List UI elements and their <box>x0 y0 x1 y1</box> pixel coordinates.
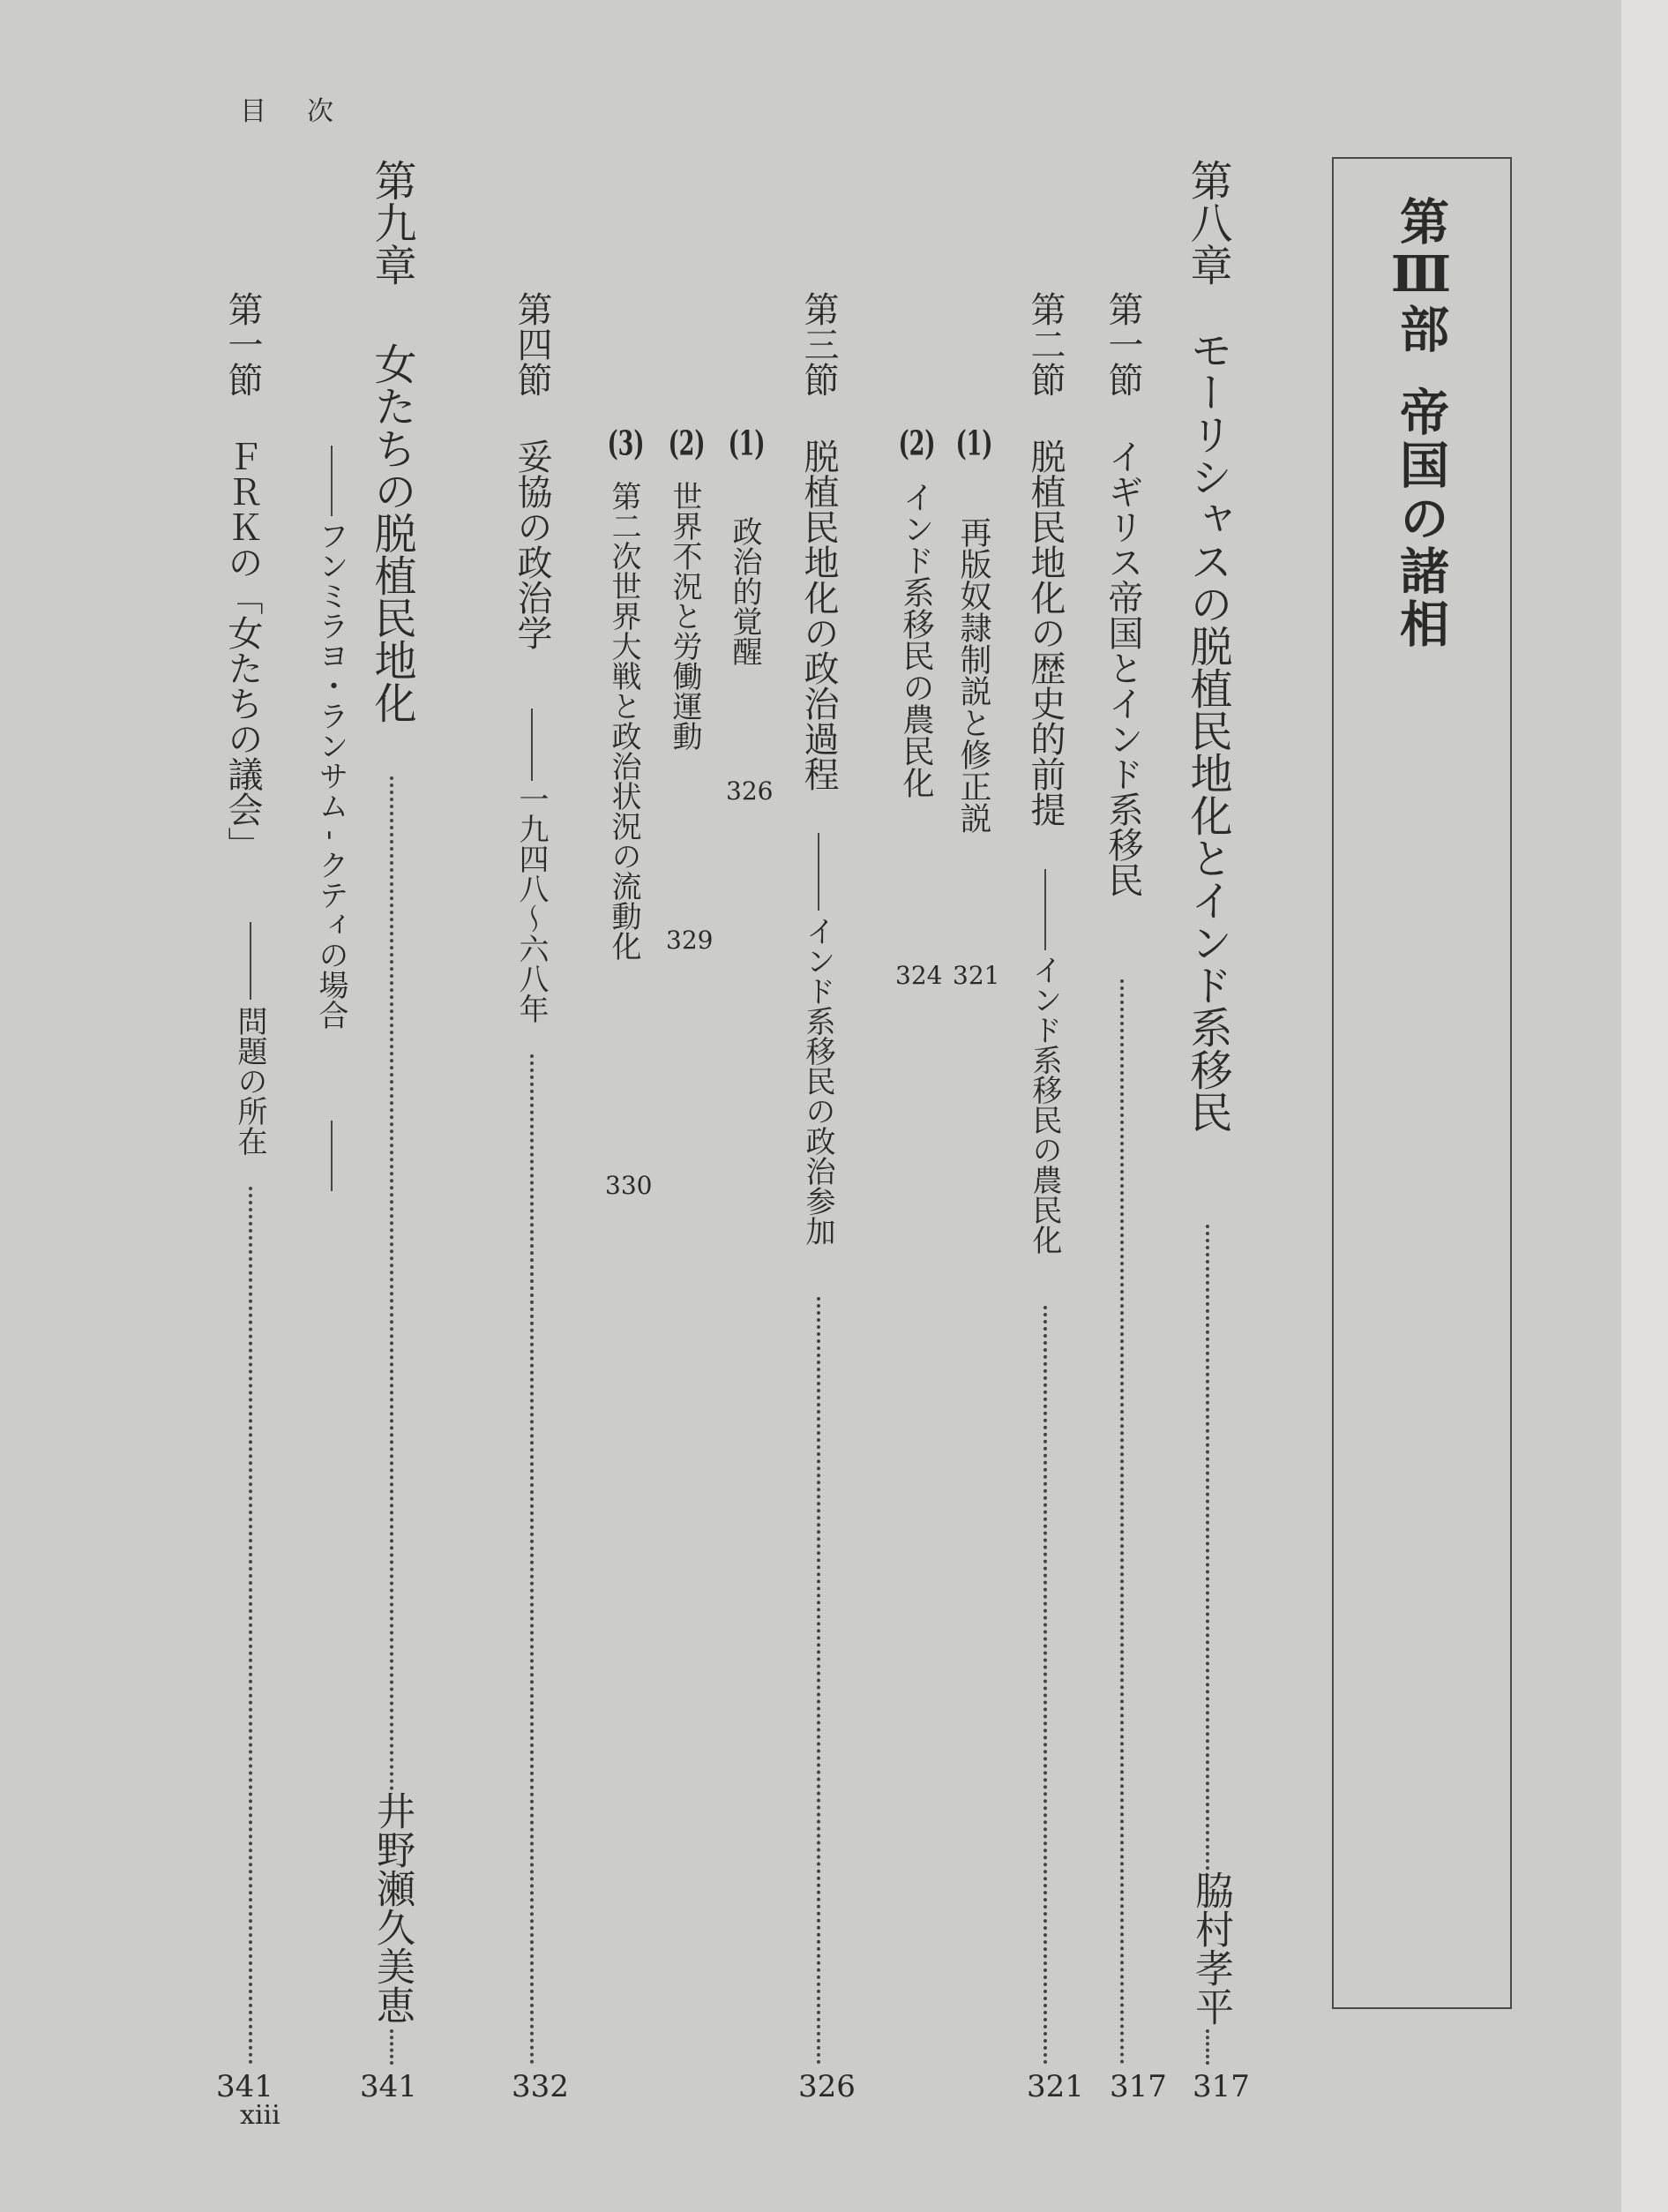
chapter-9-section-1-dash <box>250 922 251 1000</box>
chapter-9-section-1-leader <box>249 1187 252 2065</box>
item-2-1-page: 321 <box>953 961 1000 990</box>
item-3-1-title: 政治的覚醒 <box>727 516 762 666</box>
chapter-8-page: 317 <box>1193 2069 1250 2104</box>
section-4-label: 第四節 <box>512 291 552 397</box>
item-2-1-title: 再版奴隷制説と修正説 <box>955 516 991 834</box>
running-header: 目 次 <box>240 96 340 127</box>
chapter-9-section-1-title: ＦＲＫの「女たちの議会」 <box>222 439 263 862</box>
chapter-9-leader <box>390 776 393 1791</box>
section-2-subtitle: インド系移民の農民化 <box>1027 955 1062 1255</box>
item-2-2-number: (2) <box>898 426 936 460</box>
chapter-8-author-leader <box>1206 2029 1209 2065</box>
chapter-8-title: モーリシャスの脱植民地化とインド系移民 <box>1183 328 1232 1133</box>
item-3-3-number: (3) <box>607 426 645 460</box>
section-3-title: 脱植民地化の政治過程 <box>798 439 839 791</box>
item-3-1-page: 326 <box>726 776 774 806</box>
item-3-3-title: 第二次世界大戦と政治状況の流動化 <box>606 481 641 961</box>
item-3-1-number: (1) <box>728 426 766 460</box>
section-2-title: 脱植民地化の歴史的前提 <box>1025 439 1066 827</box>
section-4-dash <box>531 709 533 781</box>
section-1-label: 第一節 <box>1103 291 1143 397</box>
section-2-page: 321 <box>1027 2069 1084 2104</box>
chapter-9-section-1-subtitle: 問題の所在 <box>232 1006 267 1156</box>
chapter-9-author-leader <box>390 2029 393 2065</box>
part-title: 帝国の諸相 <box>1392 386 1450 651</box>
section-2-dash <box>1044 869 1046 950</box>
chapter-9-page: 341 <box>360 2069 417 2104</box>
item-3-2-number: (2) <box>668 426 706 460</box>
chapter-9-dash-end <box>331 1121 333 1191</box>
item-3-2-title: 世界不況と労働運動 <box>667 481 702 751</box>
section-3-dash <box>818 833 819 911</box>
chapter-8-author: 脇村孝平 <box>1188 1871 1233 2026</box>
item-2-2-title: インド系移民の農民化 <box>898 481 934 799</box>
chapter-9-section-1-page: 341 <box>216 2069 273 2104</box>
chapter-9-subtitle: フンミラヨ・ランサム - クティの場合 <box>313 521 348 1031</box>
chapter-9-title: 女たちの脱植民地化 <box>367 342 416 724</box>
item-3-3-page: 330 <box>605 1171 653 1200</box>
section-1-page: 317 <box>1110 2069 1167 2104</box>
section-4-title: 妥協の政治学 <box>512 439 552 650</box>
section-2-label: 第二節 <box>1025 291 1066 397</box>
section-3-label: 第三節 <box>798 291 839 397</box>
section-3-subtitle: インド系移民の政治参加 <box>800 916 835 1246</box>
chapter-8-label: 第八章 <box>1183 159 1232 286</box>
section-3-page: 326 <box>798 2069 856 2104</box>
part-label: 第Ⅲ部 <box>1392 196 1450 353</box>
item-2-1-number: (1) <box>955 426 993 460</box>
section-4-subtitle: 一九四八～六八年 <box>513 784 549 1024</box>
section-4-page: 332 <box>512 2069 569 2104</box>
chapter-9-author: 井野瀬久美恵 <box>370 1791 415 2024</box>
page-number-footer: xiii <box>240 2100 280 2131</box>
item-2-2-page: 324 <box>895 961 943 990</box>
item-3-2-page: 329 <box>666 926 714 955</box>
section-4-leader <box>530 1054 534 2065</box>
section-1-title: イギリス帝国とインド系移民 <box>1103 439 1143 897</box>
chapter-9-label: 第九章 <box>367 159 416 286</box>
next-page-edge <box>1621 0 1668 2212</box>
chapter-9-dash-start <box>331 446 333 516</box>
chapter-9-section-1-label: 第一節 <box>222 291 263 397</box>
section-2-leader <box>1043 1306 1047 2065</box>
section-3-leader <box>817 1297 820 2065</box>
chapter-8-leader <box>1206 1225 1209 1871</box>
section-1-leader <box>1120 979 1124 2065</box>
